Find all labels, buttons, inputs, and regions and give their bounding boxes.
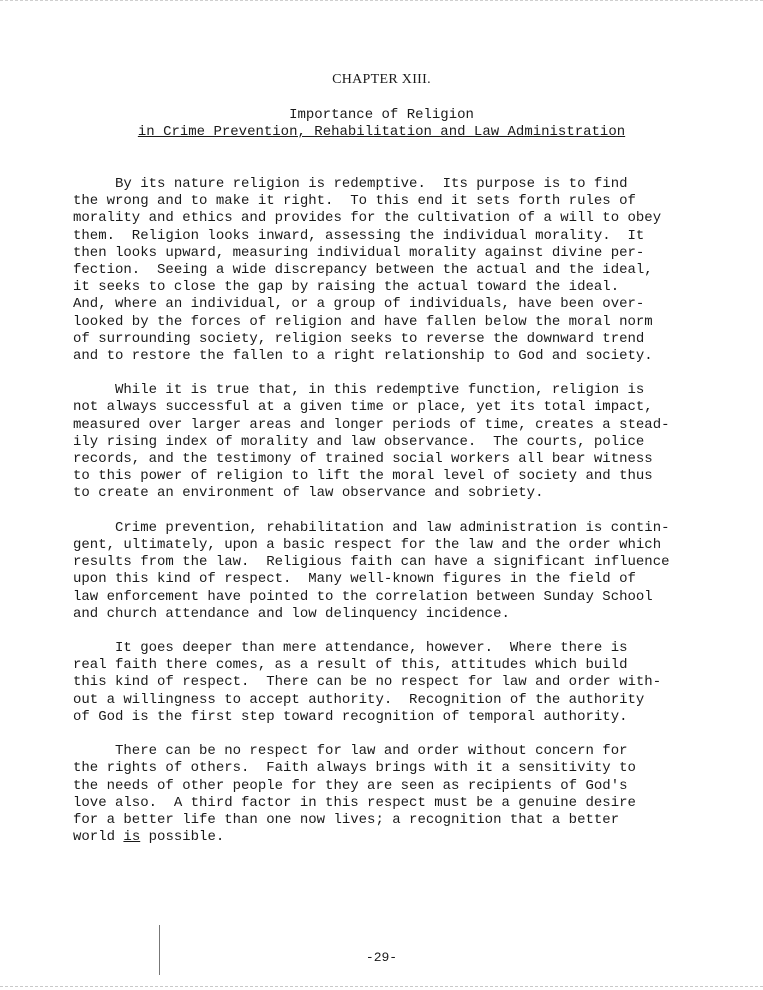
chapter-heading: CHAPTER XIII. [332, 72, 431, 87]
text-line: it seeks to close the gap by raising the actual toward the ideal. [73, 279, 620, 296]
text-line: looked by the forces of religion and have fallen below the moral norm [73, 313, 653, 330]
paragraph [73, 743, 733, 846]
text-line: of God is the first step toward recognition of temporal authority. [73, 708, 628, 725]
paragraph [73, 640, 733, 726]
page-number: -29- [365, 950, 398, 965]
body-text [73, 176, 733, 864]
title-line-1: Importance of Religion [289, 107, 474, 123]
text-line: real faith there comes, as a result of this, attitudes which build [73, 657, 628, 674]
text-line: of surrounding society, religion seeks to reverse the downward trend [73, 330, 645, 347]
text-line: them. Religion looks inward, assessing the individual morality. It [73, 227, 645, 244]
text-line: this kind of respect. There can be no respect for law and order with- [73, 674, 662, 691]
last-text-line [73, 829, 733, 846]
text-line: for a better life than one now lives; a recognition that a better [73, 811, 620, 828]
title-line-2: in Crime Prevention, Rehabilitation and Law Administration [137, 124, 626, 140]
page-top-edge [0, 0, 763, 1]
text-line: fection. Seeing a wide discrepancy between the actual and the ideal, [73, 261, 653, 278]
text-line: results from the law. Religious faith can have a significant influence [73, 554, 670, 571]
text-line: While it is true that, in this redemptive function, religion is [73, 382, 645, 399]
text-line: ily rising index of morality and law observance. The courts, police [73, 433, 645, 450]
text-line: Crime prevention, rehabilitation and law administration is contin- [73, 519, 670, 536]
text-line: love also. A third factor in this respect must be a genuine desire [73, 794, 636, 811]
last-line-end: possible. [140, 829, 225, 846]
text-line: to create an environment of law observance and sobriety. [73, 485, 544, 502]
emphasized-word: is [123, 829, 141, 846]
text-line: measured over larger areas and longer periods of time, creates a stead- [73, 416, 670, 433]
text-line: and church attendance and low delinquency incidence. [73, 605, 510, 622]
text-line: not always successful at a given time or place, yet its total impact, [73, 399, 653, 416]
text-line: gent, ultimately, upon a basic respect for the law and the order which [73, 536, 662, 553]
text-line: By its nature religion is redemptive. Its purpose is to find [73, 176, 628, 192]
text-line: records, and the testimony of trained social workers all bear witness [73, 451, 653, 467]
text-line: And, where an individual, or a group of individuals, have been over- [73, 296, 645, 313]
paragraph [73, 176, 733, 365]
text-line: and to restore the fallen to a right relationship to God and society. [73, 347, 653, 364]
text-line: the rights of others. Faith always brings with it a sensitivity to [73, 760, 636, 777]
text-line: It goes deeper than mere attendance, however. Where there is [73, 640, 628, 657]
text-line: There can be no respect for law and order without concern for [73, 743, 628, 760]
text-line: out a willingness to accept authority. Recognition of the authority [73, 691, 645, 708]
text-line: morality and ethics and provides for the cultivation of a will to obey [73, 210, 662, 227]
text-line: then looks upward, measuring individual morality against divine per- [73, 244, 645, 261]
text-line: the needs of other people for they are seen as recipients of God's [73, 777, 628, 794]
text-line: the wrong and to make it right. To this end it sets forth rules of [73, 193, 636, 210]
page-bottom-edge [0, 986, 763, 987]
last-line-start: world [73, 829, 124, 846]
text-line: to this power of religion to lift the moral level of society and thus [73, 468, 653, 485]
paragraph [73, 520, 733, 623]
text-line: upon this kind of respect. Many well-known figures in the field of [73, 571, 636, 588]
paragraph [73, 382, 733, 502]
text-line: law enforcement have pointed to the correlation between Sunday School [73, 588, 653, 605]
